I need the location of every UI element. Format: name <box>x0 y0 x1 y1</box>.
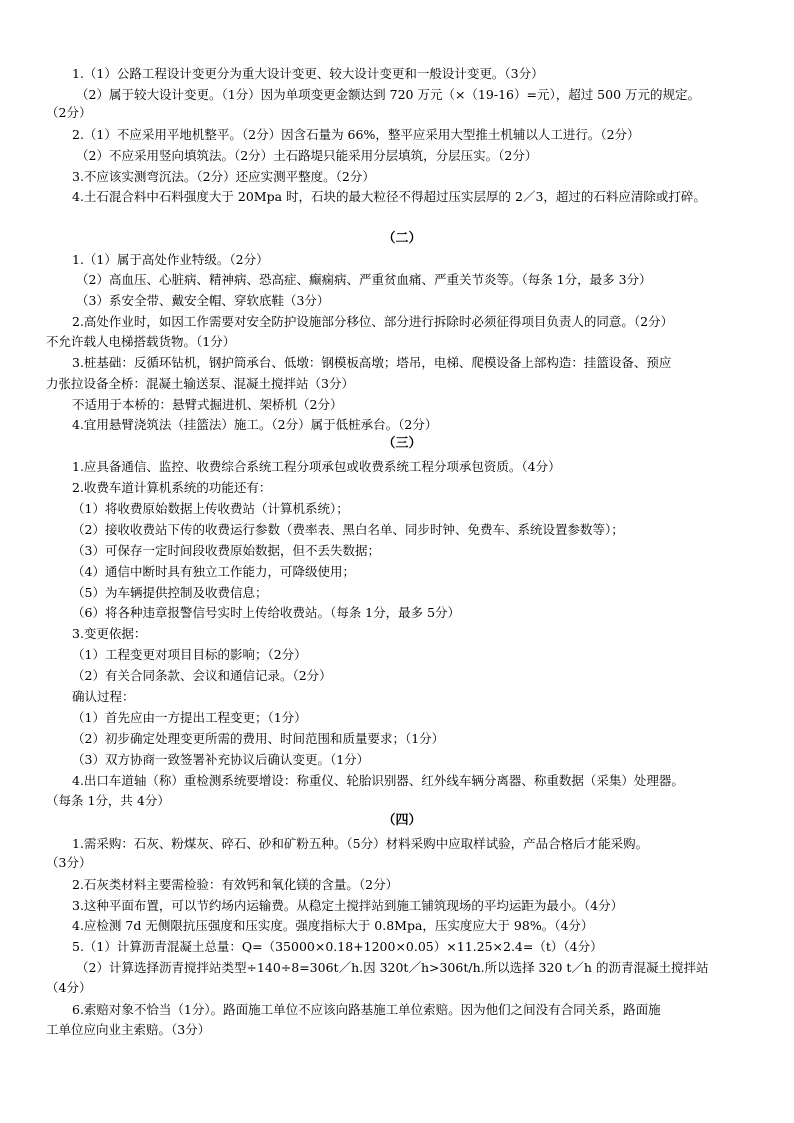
text-line: 不允许载人电梯搭载货物。（1分） <box>46 334 236 349</box>
section-heading: （二） <box>382 231 422 246</box>
section-heading: （四） <box>382 813 422 828</box>
text-line: 2.（1）不应采用平地机整平。（2分）因含石量为 66%，整平应采用大型推土机辅以人工进行。（2分） <box>72 127 640 142</box>
text-line: （2）计算选择沥青搅拌站类型÷140÷8=306t／h.因 320t／h>306t/h.所以选择 320 t／h 的沥青混凝土搅拌站 <box>76 960 709 975</box>
text-line: 不适用于本桥的：悬臂式掘进机、架桥机（2分） <box>72 397 343 412</box>
text-line: （1）将收费原始数据上传收费站（计算机系统）； <box>72 501 349 516</box>
text-line: （2）不应采用竖向填筑法。（2分）土石路堤只能采用分层填筑，分层压实。（2分） <box>76 148 538 163</box>
text-line: （3）系安全带、戴安全帽、穿软底鞋（3分） <box>76 293 330 308</box>
text-line: （6）将各种违章报警信号实时上传给收费站。（每条 1分，最多 5分） <box>72 605 461 620</box>
section-heading: （三） <box>382 436 422 451</box>
text-line: （2）属于较大设计变更。（1分）因为单项变更金额达到 720 万元（×（19-16）=元），超过 500 万元的规定。 <box>76 87 701 102</box>
text-line: （1）首先应由一方提出工程变更；（1分） <box>72 710 307 725</box>
text-line: 4.土石混合料中石料强度大于 20Mpa 时，石块的最大粒径不得超过压实层厚的 2／3，超过的石料应清除或打碎。 <box>72 189 706 204</box>
text-line: 确认过程： <box>72 689 135 704</box>
text-line: （3）双方协商一致签署补充协议后确认变更。（1分） <box>72 752 370 767</box>
text-line: 4.应检测 7d 无侧限抗压强度和压实度。强度指标大于 0.8Mpa，压实度应大于 98%。（4分） <box>72 918 594 933</box>
text-line: （2）有关合同条款、会议和通信记录。（2分） <box>72 668 332 683</box>
text-line: 5.（1）计算沥青混凝土总量：Q=（35000×0.18+1200×0.05）×11.25×2.4=（t）（4分） <box>72 939 603 954</box>
text-line: 1.应具备通信、监控、收费综合系统工程分项承包或收费系统工程分项承包资质。（4分） <box>72 459 561 474</box>
text-line: （2）高血压、心脏病、精神病、恐高症、癫痫病、严重贫血痛、严重关节炎等。（每条 1分，最多 3分） <box>76 272 652 287</box>
text-line: （4分） <box>46 980 92 995</box>
text-line: 1.（1）公路工程设计变更分为重大设计变更、较大设计变更和一般设计变更。（3分） <box>72 66 544 81</box>
text-line: （1）工程变更对项目目标的影响；（2分） <box>72 647 307 662</box>
text-line: 2.高处作业时，如因工作需要对安全防护设施部分移位、部分进行拆除时必须征得项目负责人的同意。（2分） <box>72 314 674 329</box>
text-line: 4.出口车道轴（称）重检测系统要增设：称重仪、轮胎识别器、红外线车辆分离器、称重数据（采集）处理器。 <box>72 773 684 788</box>
text-line: （3）可保存一定时间段收费原始数据，但不丢失数据； <box>72 543 380 558</box>
text-line: 2.石灰类材料主要需检验：有效钙和氧化镁的含量。（2分） <box>72 877 399 892</box>
text-line: 3.不应该实测弯沉法。（2分）还应实测平整度。（2分） <box>72 169 375 184</box>
text-line: 3.变更依据： <box>72 626 147 641</box>
text-line: （2）接收收费站下传的收费运行参数（费率表、黑白名单、同步时钟、免费车、系统设置参数等）； <box>72 522 624 537</box>
text-line: （5）为车辆提供控制及收费信息； <box>72 585 268 600</box>
text-line: （4）通信中断时具有独立工作能力，可降级使用； <box>72 564 355 579</box>
text-line: 力张拉设备全桥：混凝土输送泵、混凝土搅拌站（3分） <box>46 376 354 391</box>
text-line: （2）初步确定处理变更所需的费用、时间范围和质量要求；（1分） <box>72 731 445 746</box>
text-line: 1.需采购：石灰、粉煤灰、碎石、砂和矿粉五种。（5分）材料采购中应取样试验，产品合格后才能采购。 <box>72 836 649 851</box>
text-line: 6.索赔对象不恰当（1分）。路面施工单位不应该向路基施工单位索赔。因为他们之间没有合同关系，路面施 <box>72 1002 661 1017</box>
text-line: 1.（1）属于高处作业特级。（2分） <box>72 252 269 267</box>
text-line: 2.收费车道计算机系统的功能还有： <box>72 480 272 495</box>
text-line: 3.桩基础：反循环钻机，钢护筒承台、低墩：钢模板高墩；塔吊，电梯、爬模设备上部构造：挂篮设备、预应 <box>72 355 672 370</box>
text-line: 4.宜用悬臂浇筑法（挂篮法）施工。（2分）属于低桩承台。（2分） <box>72 417 438 432</box>
text-line: （每条 1分，共 4分） <box>46 793 170 808</box>
text-line: （2分） <box>46 105 92 120</box>
text-line: （3分） <box>46 855 92 870</box>
text-line: 工单位应向业主索赔。（3分） <box>46 1022 211 1037</box>
text-line: 3.这种平面布置，可以节约场内运输费。从稳定土搅拌站到施工铺筑现场的平均运距为最小。（4分） <box>72 898 624 913</box>
